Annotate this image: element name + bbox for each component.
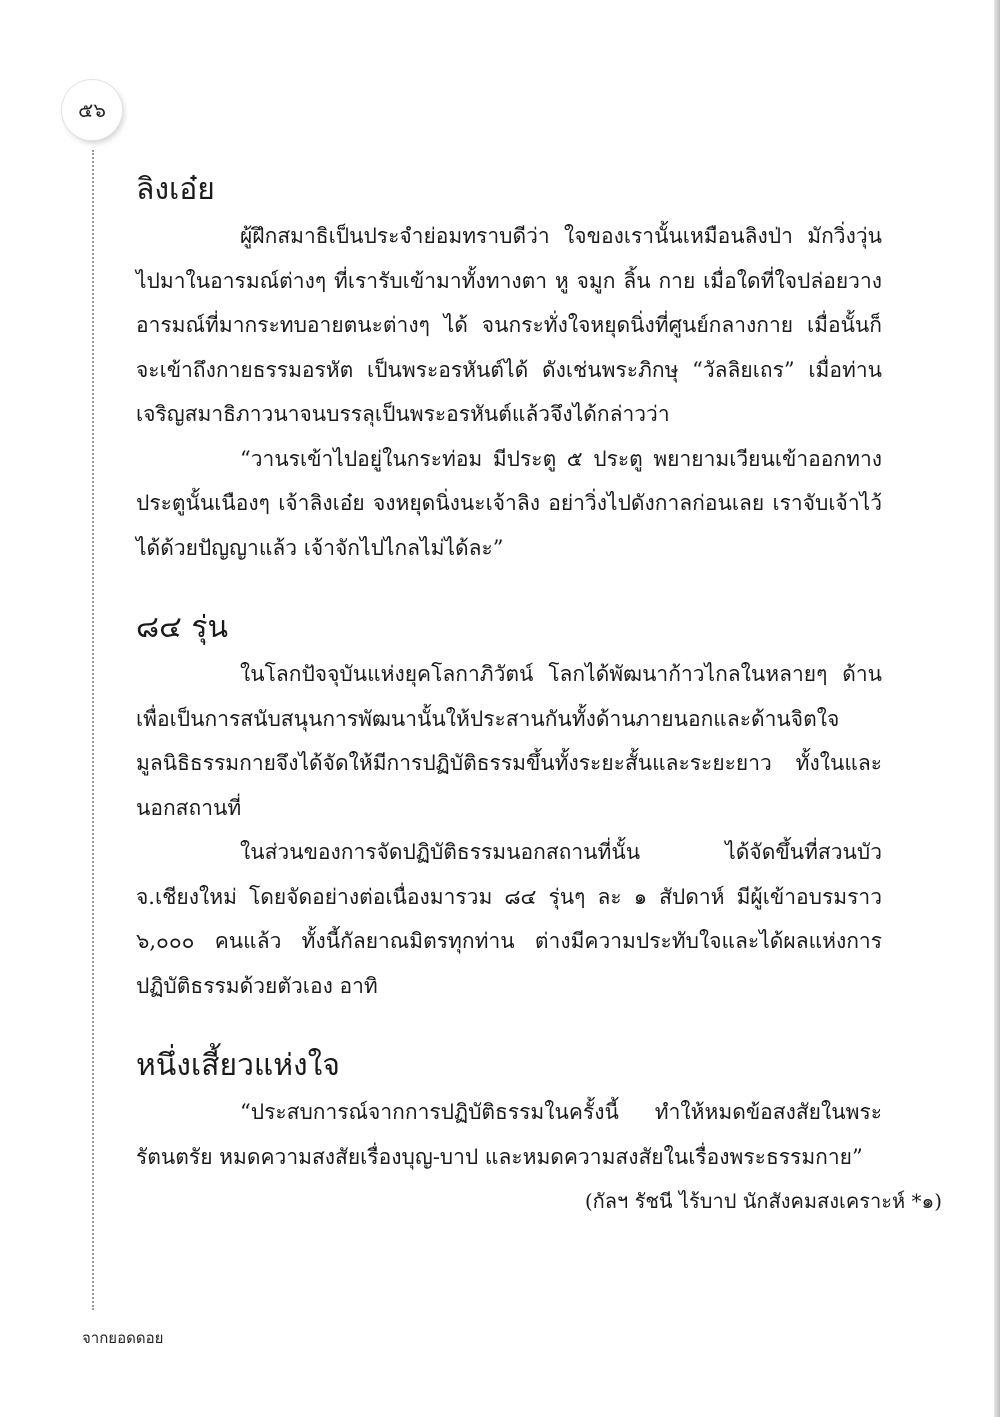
quote-paragraph: “วานรเข้าไปอยู่ในกระท่อม มีประตู ๕ ประตู พยายามเวียนเข้าออกทางประตูนั้นเนืองๆ เจ้าลิงเอ๋ย จงหยุดนิ่งนะเจ้าลิง อย่าวิ่งไปดังกาลก่อนเลย เราจับเจ้าไว้ได้ด้วยปัญญาแล้ว เจ้าจักไปไกลไม่ได้ละ” (136, 446, 882, 560)
section-heading: ๘๔ รุ่น (136, 610, 229, 645)
dotted-margin-rule (92, 150, 94, 1310)
page-edge-shadow (994, 0, 1000, 1417)
section-heading: ลิงเอ๋ย (136, 172, 215, 207)
quote-citation: (กัลฯ รัชนี ไร้บาป นักสังคมสงเคราะห์ *๑) (584, 1189, 942, 1213)
section-gap (136, 1008, 882, 1042)
page-content (136, 166, 942, 1223)
body-paragraph: ในส่วนของการจัดปฏิบัติธรรมนอกสถานที่นั้น ได้จัดขึ้นที่สวนบัว จ.เชียงใหม่ โดยจัดอย่างต่อเนื่องมารวม ๘๔ รุ่นๆ ละ ๑ สัปดาห์ มีผู้เข้าอบรมราว ๖,๐๐๐ คนแล้ว ทั้งนี้กัลยาณมิตรทุกท่าน ต่างมีความประทับใจและได้ผลแห่งการปฏิบัติธรรมด้วยตัวเอง อาทิ (136, 840, 882, 998)
section-heading: หนึ่งเสี้ยวแห่งใจ (136, 1048, 340, 1083)
page-number-badge: ๕๖ (62, 80, 122, 140)
book-title-footer: จากยอดดอย (82, 1329, 164, 1347)
quote-paragraph: “ประสบการณ์จากการปฏิบัติธรรมในครั้งนี้ ทำให้หมดข้อสงสัยในพระรัตนตรัย หมดความสงสัยเรื่องบุญ-บาป และหมดความสงสัยในเรื่องพระธรรมกาย” (136, 1100, 882, 1169)
body-paragraph: ในโลกปัจจุบันแห่งยุคโลกาภิวัตน์ โลกได้พัฒนาก้าวไกลในหลายๆ ด้าน เพื่อเป็นการสนับสนุนการพัฒนานั้นให้ประสานกันทั้งด้านภายนอกและด้านจิตใจ มูลนิธิธรรมกายจึงได้จัดให้มีการปฏิบัติธรรมขึ้นทั้งระยะสั้นและระยะยาว ทั้งในและนอกสถานที่ (136, 662, 882, 820)
body-paragraph: ผู้ฝึกสมาธิเป็นประจำย่อมทราบดีว่า ใจของเรานั้นเหมือนลิงป่า มักวิ่งวุ่นไปมาในอารมณ์ต่างๆ ที่เรารับเข้ามาทั้งทางตา หู จมูก ลิ้น กาย เมื่อใดที่ใจปล่อยวางอารมณ์ที่มากระทบอายตนะต่างๆ ได้ จนกระทั่งใจหยุดนิ่งที่ศูนย์กลางกาย เมื่อนั้นก็จะเข้าถึงกายธรรมอรหัต เป็นพระอรหันต์ได้ ดังเช่นพระภิกษุ “วัลลิยเถร” เมื่อท่านเจริญสมาธิภาวนาจนบรรลุเป็นพระอรหันต์แล้วจึงได้กล่าวว่า (136, 224, 882, 426)
section-gap (136, 570, 882, 604)
